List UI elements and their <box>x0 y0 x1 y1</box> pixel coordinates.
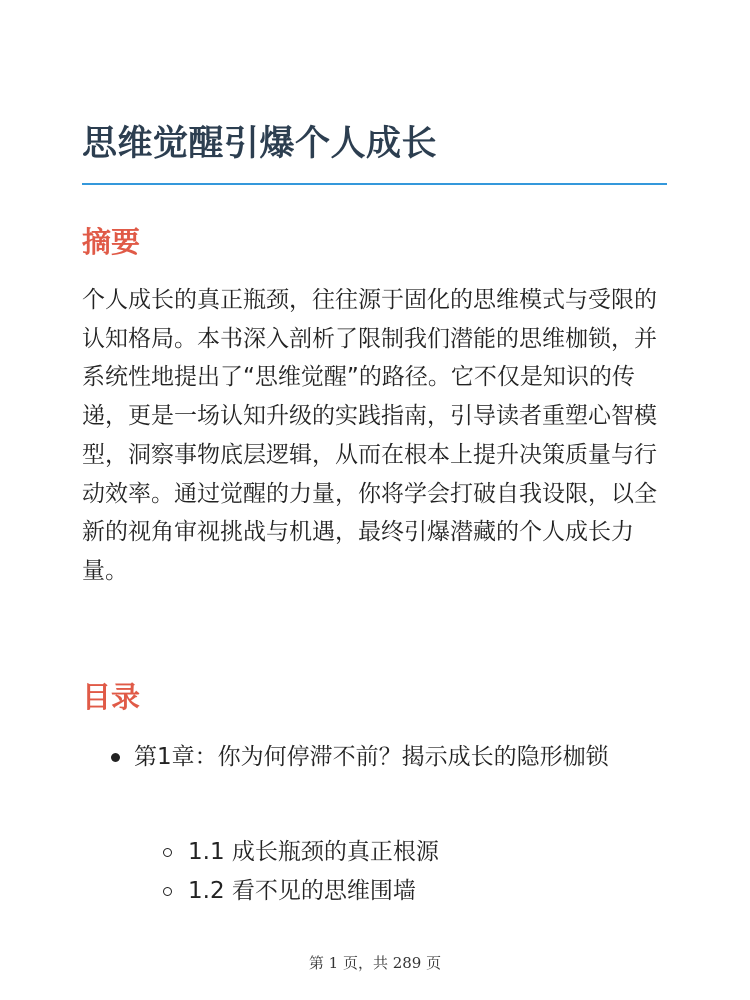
page-footer: 第 1 页，共 289 页 <box>308 954 442 972</box>
bullet-disc-icon <box>111 753 120 762</box>
toc-section-1-2: 1.2 看不见的思维围墙 <box>188 878 416 904</box>
abstract-heading: 摘要 <box>82 225 141 259</box>
title-divider <box>82 183 667 185</box>
bullet-circle-icon <box>163 887 172 896</box>
abstract-paragraph: 个人成长的真正瓶颈，往往源于固化的思维模式与受限的认知格局。本书深入剖析了限制我们潜能的思维枷锁，并系统性地提出了“思维觉醒”的路径。它不仅是知识的传递，更是一场认知升级的实践指南，引导读者重塑心智模型，洞察事物底层逻辑，从而在根本上提升决策质量与行动效率。通过觉醒的力量，你将学会打破自我设限，以全新的视角审视挑战与机遇，最终引爆潜藏的个人成长力量。 <box>82 287 657 584</box>
toc-section-1-1: 1.1 成长瓶颈的真正根源 <box>188 839 439 865</box>
toc-chapter-1: 第1章：你为何停滞不前？揭示成长的隐形枷锁 <box>134 744 609 770</box>
page-title: 思维觉醒引爆个人成长 <box>82 124 438 164</box>
bullet-circle-icon <box>163 848 172 857</box>
toc-heading: 目录 <box>82 680 141 714</box>
